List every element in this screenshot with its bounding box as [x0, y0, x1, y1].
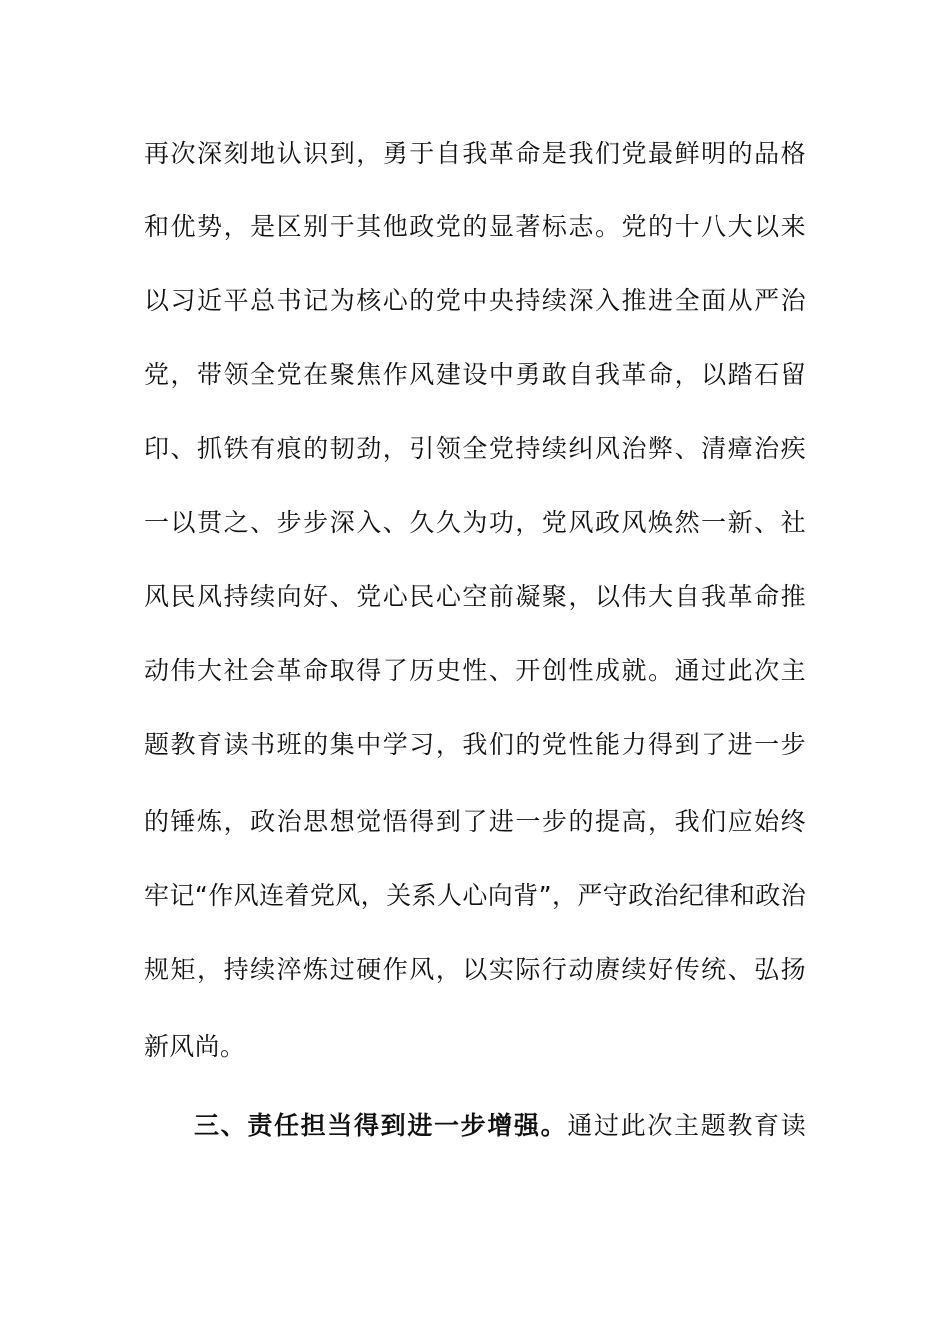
paragraph-line: 再次深刻地认识到，勇于自我革命是我们党最鲜明的品格	[144, 139, 806, 168]
section-text: 通过此次主题教育读	[567, 1111, 807, 1140]
paragraph-line: 风民风持续向好、党心民心空前凝聚，以伟大自我革命推	[144, 582, 806, 611]
paragraph-line: 题教育读书班的集中学习，我们的党性能力得到了进一步	[144, 730, 806, 759]
paragraph-line: 牢记“作风连着党风，关系人心向背”，严守政治纪律和政治	[144, 881, 806, 910]
section-heading-line	[194, 1110, 806, 1142]
paragraph-line: 规矩，持续淬炼过硬作风，以实际行动赓续好传统、弘扬	[144, 955, 806, 984]
paragraph-line: 印、抓铁有痕的韧劲，引领全党持续纠风治弊、清瘴治疾	[144, 434, 806, 463]
paragraph-line: 动伟大社会革命取得了历史性、开创性成就。通过此次主	[144, 656, 806, 685]
paragraph-line: 新风尚。	[144, 1032, 246, 1061]
paragraph-line: 党，带领全党在聚焦作风建设中勇敢自我革命，以踏石留	[144, 360, 806, 389]
paragraph-line: 以习近平总书记为核心的党中央持续深入推进全面从严治	[144, 286, 806, 315]
paragraph-line: 和优势，是区别于其他政党的显著标志。党的十八大以来	[144, 212, 806, 241]
section-heading: 三、责任担当得到进一步增强。	[194, 1111, 568, 1140]
paragraph-line: 一以贯之、步步深入、久久为功，党风政风焕然一新、社	[144, 508, 806, 537]
paragraph-line: 的锤炼，政治思想觉悟得到了进一步的提高，我们应始终	[144, 807, 806, 836]
